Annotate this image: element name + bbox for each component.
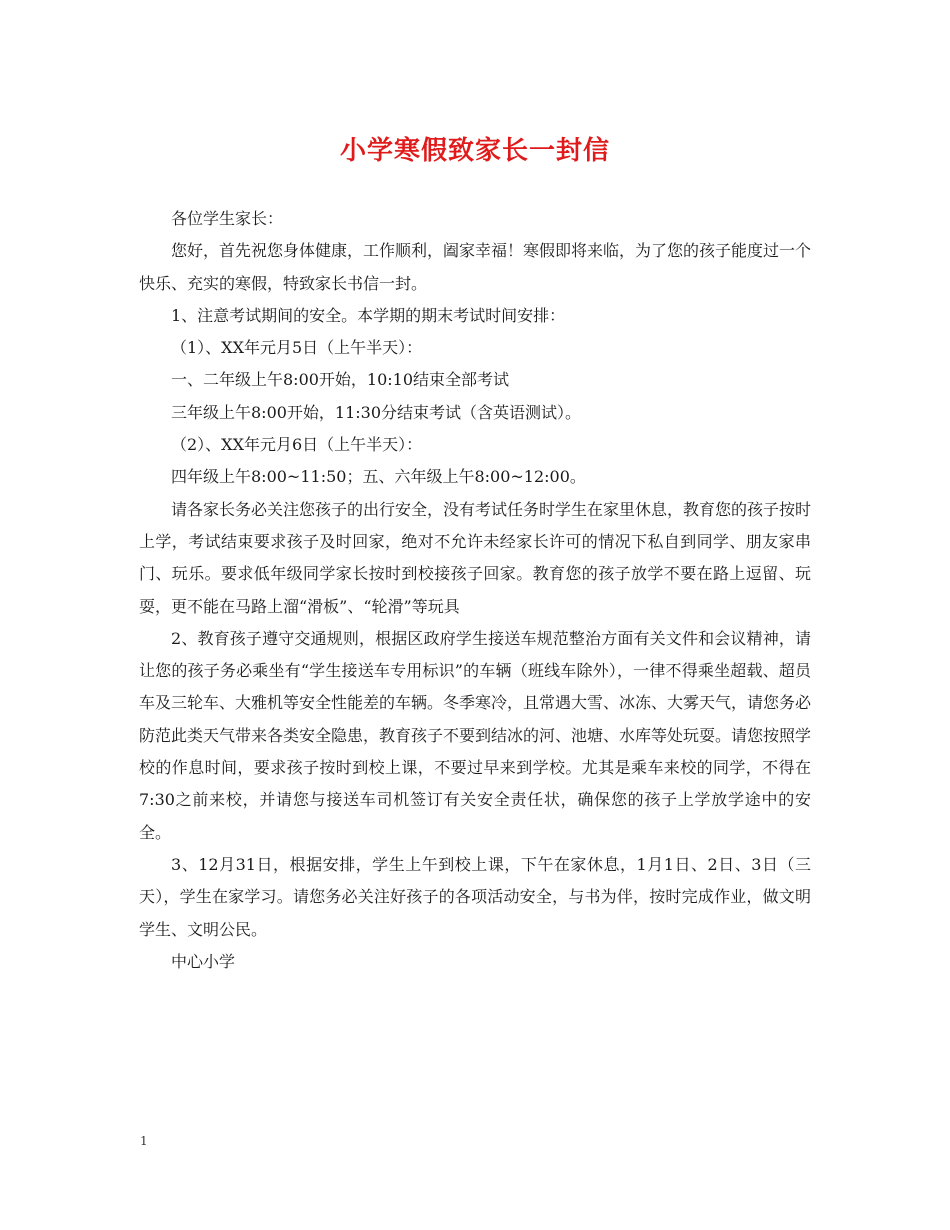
section-3-paragraph: 3、12月31日，根据安排，学生上午到校上课，下午在家休息，1月1日、2日、3日（三天），学生在家学习。请您务必关注好孩子的各项活动安全，与书为伴，按时完成作业，做文明学生、文明公民。: [139, 854, 811, 939]
exam-grade-1-2: 一、二年级上午8:00开始，10:10结束全部考试: [171, 370, 510, 390]
page-number: 1: [140, 1134, 148, 1148]
section-2-paragraph: 2、教育孩子遵守交通规则，根据区政府学生接送车规范整治方面有关文件和会议精神，请让您的孩子务必乘坐有“学生接送车专用标识”的车辆（班线车除外），一律不得乘坐超载、超员车及三轮车、大雅机等安全性能差的车辆。冬季寒冷，且常遇大雪、冰冻、大雾天气，请您务必防范此类天气带来各类安全隐患，教育孩子不要到结冰的河、池塘、水库等处玩耍。请您按照学校的作息时间，要求孩子按时到校上课，不要过早来到学校。尤其是乘车来校的同学，不得在7:30之前来校，并请您与接送车司机签订有关安全责任状，确保您的孩子上学放学途中的安全。: [139, 628, 812, 842]
exam-day-1: （1）、XX年元月5日（上午半天）：: [171, 338, 423, 358]
exam-day-2: （2）、XX年元月6日（上午半天）：: [171, 435, 423, 455]
letter-body: [139, 203, 811, 978]
greeting-paragraph: 您好，首先祝您身体健康，工作顺利，阖家幸福！寒假即将来临，为了您的孩子能度过一个快乐、充实的寒假，特致家长书信一封。: [139, 241, 812, 293]
signature: 中心小学: [171, 951, 236, 971]
exam-grade-4-6: 四年级上午8:00~11:50；五、六年级上午8:00~12:00。: [171, 467, 586, 487]
page-title: 小学寒假致家长一封信: [339, 136, 610, 166]
safety-paragraph: 请各家长务必关注您孩子的出行安全，没有考试任务时学生在家里休息，教育您的孩子按时上学，考试结束要求孩子及时回家，绝对不允许未经家长许可的情况下私自到同学、朋友家串门、玩乐。要求低年级同学家长按时到校接孩子回家。教育您的孩子放学不要在路上逗留、玩耍，更不能在马路上溜“滑板”、“轮滑”等玩具: [139, 499, 812, 616]
exam-grade-3: 三年级上午8:00开始，11:30分结束考试（含英语测试）。: [171, 402, 582, 422]
section-1-heading: 1、注意考试期间的安全。本学期的期末考试时间安排：: [171, 305, 566, 325]
salutation: 各位学生家长：: [171, 209, 284, 228]
